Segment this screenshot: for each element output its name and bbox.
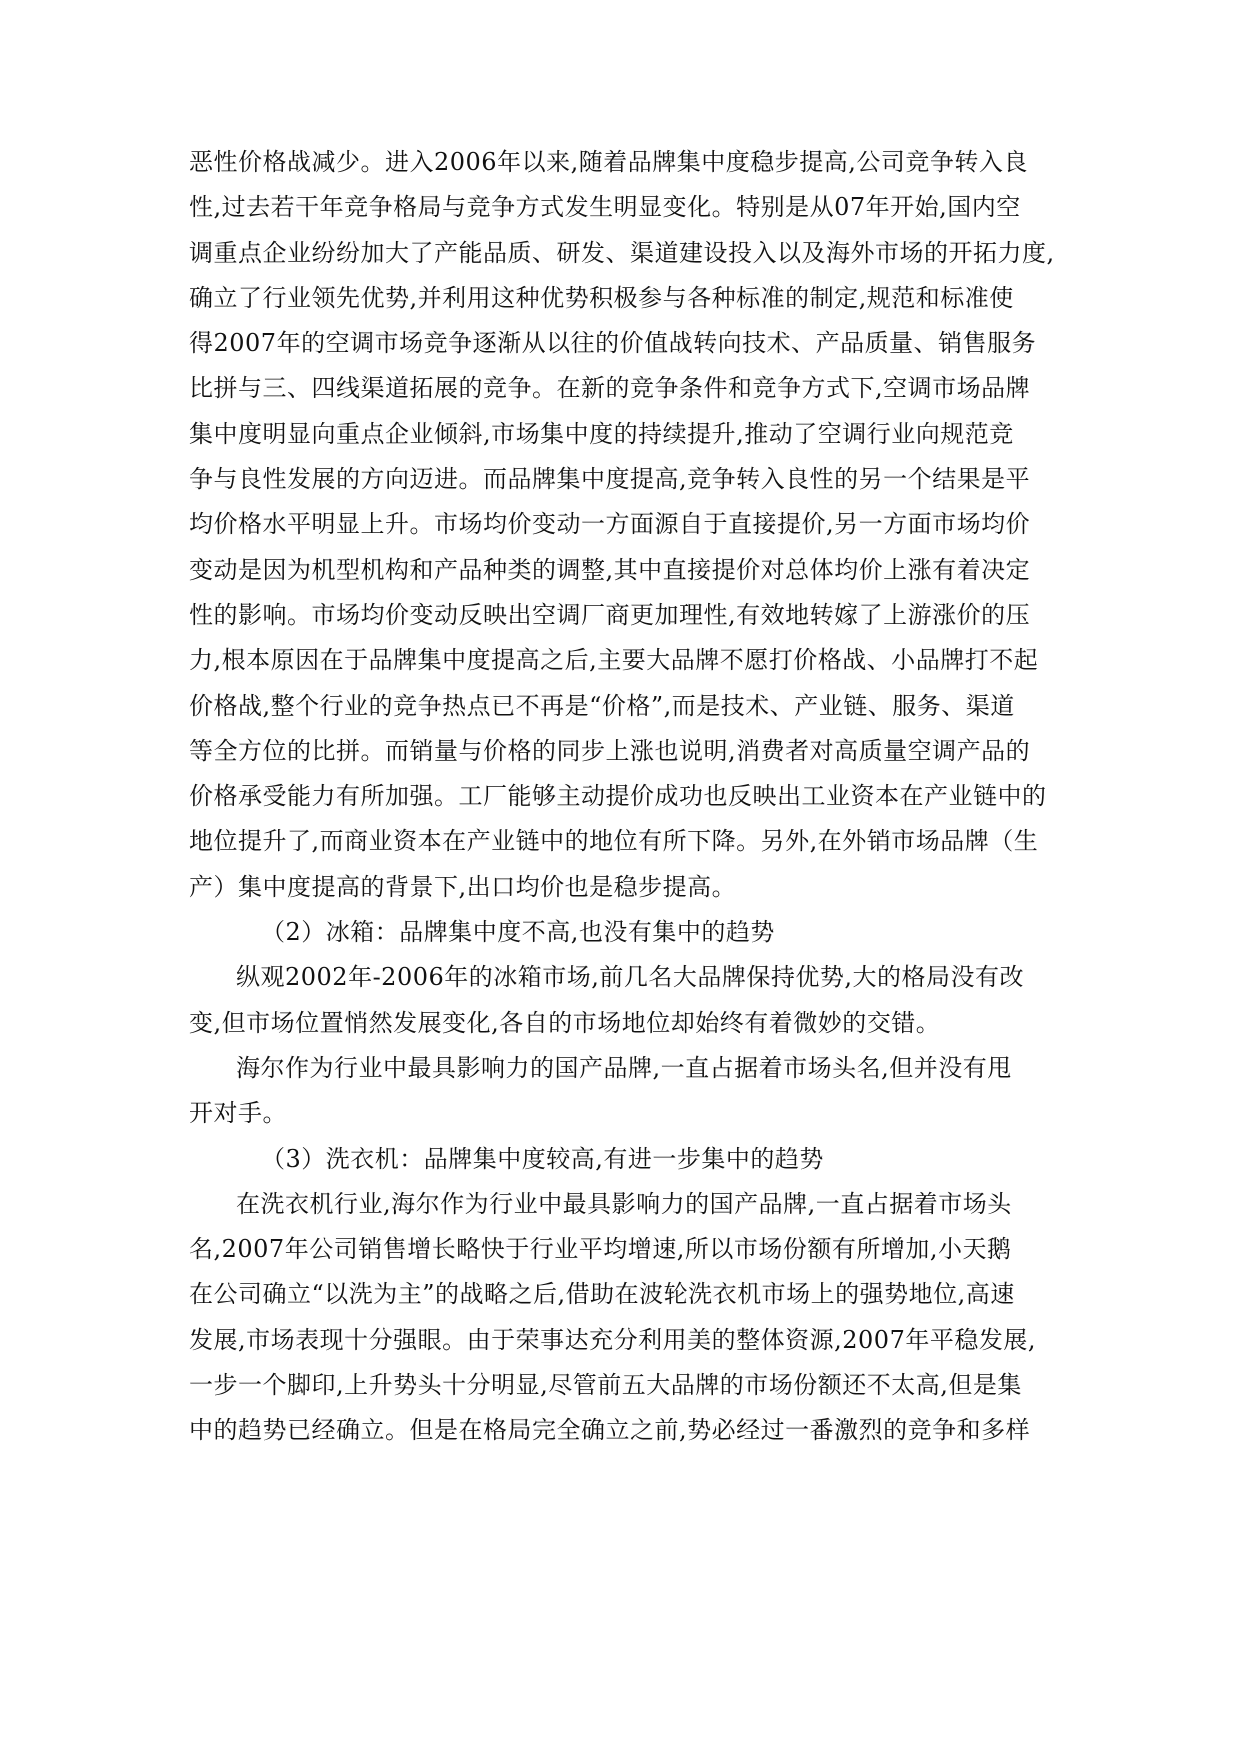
- text-line: 发展,市场表现十分强眼。由于荣事达充分利用美的整体资源,2007年平稳发展,: [189, 1325, 1036, 1354]
- paragraph-start: 在洗衣机行业,海尔作为行业中最具影响力的国产品牌,一直占据着市场头: [236, 1189, 1012, 1218]
- text-line: 地位提升了,而商业资本在产业链中的地位有所下降。另外,在外销市场品牌（生: [189, 827, 1039, 856]
- paragraph-start: 纵观2002年-2006年的冰箱市场,前几名大品牌保持优势,大的格局没有改: [236, 963, 1025, 992]
- text-line: 价格战,整个行业的竞争热点已不再是“价格”,而是技术、产业链、服务、渠道: [189, 691, 1015, 720]
- text-line: 集中度明显向重点企业倾斜,市场集中度的持续提升,推动了空调行业向规范竞: [189, 419, 1014, 448]
- text-line: 比拼与三、四线渠道拓展的竞争。在新的竞争条件和竞争方式下,空调市场品牌: [189, 374, 1031, 403]
- document-page: [189, 140, 1061, 1454]
- section-heading-washer: （3）洗衣机：品牌集中度较高,有进一步集中的趋势: [261, 1144, 824, 1173]
- text-line: 一步一个脚印,上升势头十分明显,尽管前五大品牌的市场份额还不太高,但是集: [189, 1371, 1022, 1400]
- text-line: 争与良性发展的方向迈进。而品牌集中度提高,竞争转入良性的另一个结果是平: [189, 465, 1031, 494]
- text-line: 性的影响。市场均价变动反映出空调厂商更加理性,有效地转嫁了上游涨价的压: [189, 600, 1031, 629]
- text-line: 得2007年的空调市场竞争逐渐从以往的价值战转向技术、产品质量、销售服务: [189, 329, 1037, 358]
- text-line: 均价格水平明显上升。市场均价变动一方面源自于直接提价,另一方面市场均价: [189, 510, 1031, 539]
- text-line: 中的趋势已经确立。但是在格局完全确立之前,势必经过一番激烈的竞争和多样: [189, 1416, 1031, 1445]
- text-line: 性,过去若干年竞争格局与竞争方式发生明显变化。特别是从07年开始,国内空: [189, 193, 1021, 222]
- text-line: 确立了行业领先优势,并利用这种优势积极参与各种标准的制定,规范和标准使: [189, 283, 1014, 312]
- text-line: 价格承受能力有所加强。工厂能够主动提价成功也反映出工业资本在产业链中的: [189, 782, 1047, 811]
- text-line: 变,但市场位置悄然发展变化,各自的市场地位却始终有着微妙的交错。: [189, 1008, 941, 1037]
- text-line: 名,2007年公司销售增长略快于行业平均增速,所以市场份额有所增加,小天鹅: [189, 1235, 1012, 1264]
- section-heading-fridge: （2）冰箱：品牌集中度不高,也没有集中的趋势: [261, 918, 775, 947]
- paragraph-start: 海尔作为行业中最具影响力的国产品牌,一直占据着市场头名,但并没有甩: [236, 1053, 1012, 1082]
- text-line: 开对手。: [189, 1099, 287, 1128]
- text-line: 变动是因为机型机构和产品种类的调整,其中直接提价对总体均价上涨有着决定: [189, 555, 1031, 584]
- text-line: 力,根本原因在于品牌集中度提高之后,主要大品牌不愿打价格战、小品牌打不起: [189, 646, 1039, 675]
- text-line: 等全方位的比拼。而销量与价格的同步上涨也说明,消费者对高质量空调产品的: [189, 736, 1031, 765]
- text-line: 产）集中度提高的背景下,出口均价也是稳步提高。: [189, 872, 737, 901]
- text-line: 调重点企业纷纷加大了产能品质、研发、渠道建设投入以及海外市场的开拓力度,: [189, 238, 1055, 267]
- text-line: 在公司确立“以洗为主”的战略之后,借助在波轮洗衣机市场上的强势地位,高速: [189, 1280, 1015, 1309]
- text-line: 恶性价格战减少。进入2006年以来,随着品牌集中度稳步提高,公司竞争转入良: [189, 148, 1028, 176]
